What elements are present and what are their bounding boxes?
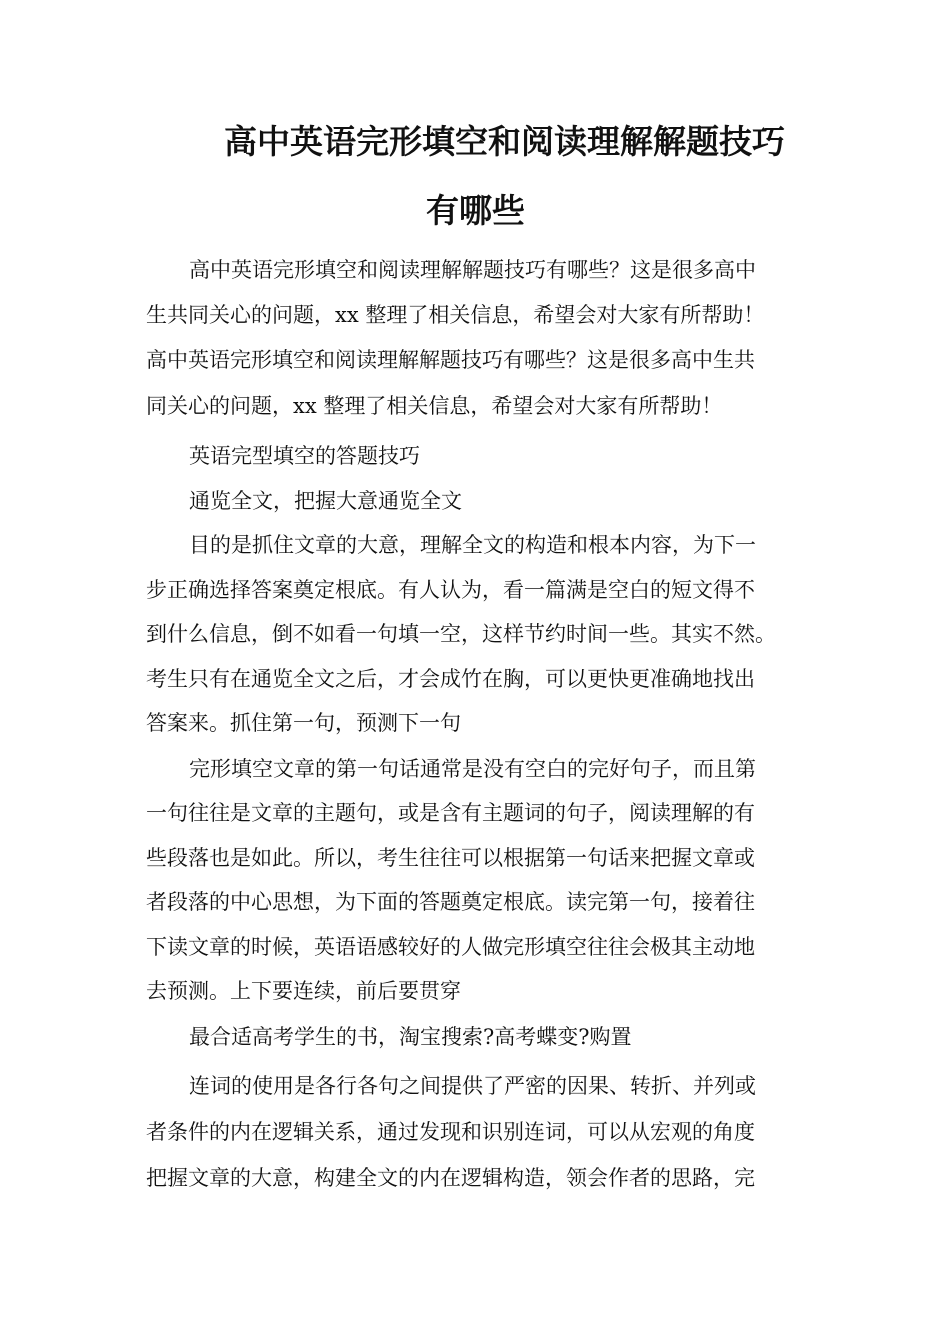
document-title-line-1: 高中英语完形填空和阅读理解解题技巧 [224, 122, 785, 161]
paragraph-line: 最合适高考学生的书，淘宝搜索?高考蝶变?购置 [189, 1025, 632, 1049]
subheading: 通览全文，把握大意通览全文 [189, 489, 462, 513]
paragraph-line: 答案来。抓住第一句，预测下一句 [146, 711, 461, 735]
paragraph-line: 者段落的中心思想，为下面的答题奠定根底。读完第一句，接着往 [146, 890, 755, 914]
paragraph-line: 同关心的问题，xx 整理了相关信息，希望会对大家有所帮助！ [146, 394, 723, 418]
paragraph-line: 高中英语完形填空和阅读理解解题技巧有哪些？这是很多高中 [189, 258, 756, 282]
paragraph-line: 些段落也是如此。所以，考生往往可以根据第一句话来把握文章或 [146, 846, 755, 870]
paragraph-line: 完形填空文章的第一句话通常是没有空白的完好句子，而且第 [189, 757, 756, 781]
paragraph-line: 去预测。上下要连续，前后要贯穿 [146, 979, 461, 1003]
document-title-line-2: 有哪些 [426, 191, 525, 230]
paragraph-line: 目的是抓住文章的大意，理解全文的构造和根本内容，为下一 [189, 533, 756, 557]
paragraph-line: 到什么信息，倒不如看一句填一空，这样节约时间一些。其实不然。 [146, 622, 776, 646]
paragraph-line: 把握文章的大意，构建全文的内在逻辑构造，领会作者的思路，完 [146, 1166, 755, 1190]
paragraph-line: 一句往往是文章的主题句，或是含有主题词的句子，阅读理解的有 [146, 801, 755, 825]
paragraph-line: 考生只有在通览全文之后，才会成竹在胸，可以更快更准确地找出 [146, 667, 755, 691]
paragraph-line: 高中英语完形填空和阅读理解解题技巧有哪些？这是很多高中生共 [146, 348, 755, 372]
paragraph-line: 者条件的内在逻辑关系，通过发现和识别连词，可以从宏观的角度 [146, 1120, 755, 1144]
paragraph-line: 生共同关心的问题，xx 整理了相关信息，希望会对大家有所帮助！ [146, 303, 765, 327]
paragraph-line: 步正确选择答案奠定根底。有人认为，看一篇满是空白的短文得不 [146, 578, 755, 602]
paragraph-line: 下读文章的时候，英语语感较好的人做完形填空往往会极其主动地 [146, 935, 755, 959]
paragraph-line: 连词的使用是各行各句之间提供了严密的因果、转折、并列或 [189, 1074, 756, 1098]
section-heading: 英语完型填空的答题技巧 [189, 444, 420, 468]
